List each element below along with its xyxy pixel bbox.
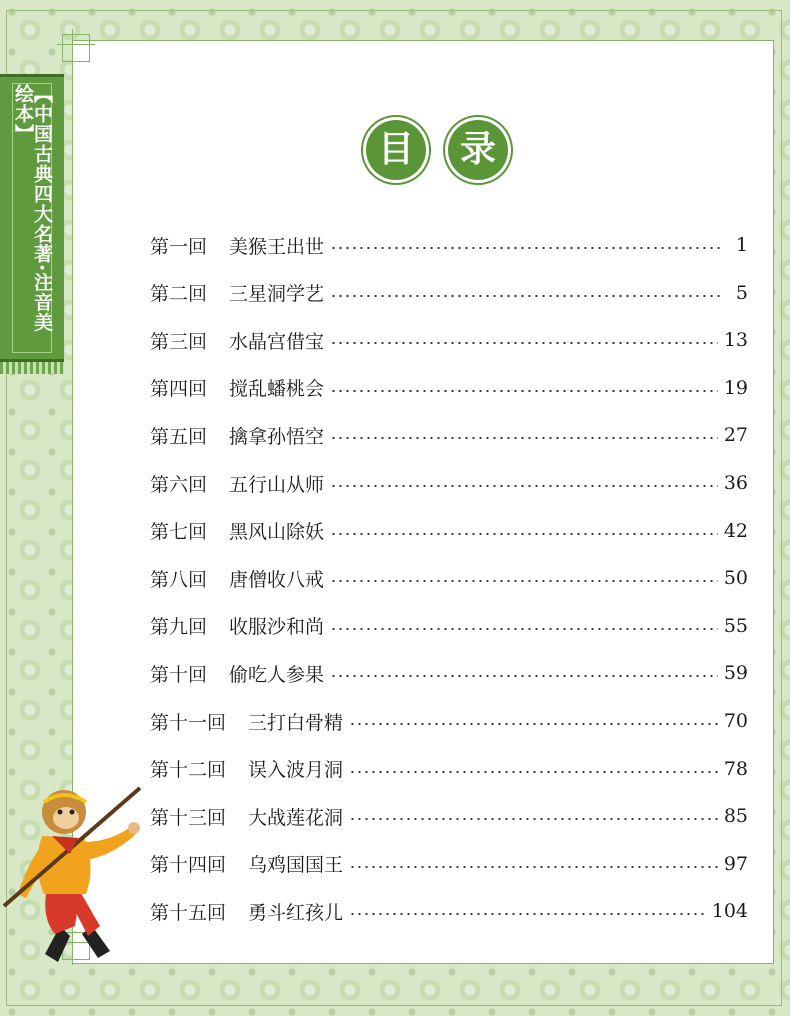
toc-leader-dots [330, 295, 722, 297]
series-tab-inner [12, 83, 52, 353]
toc-entry [150, 463, 748, 503]
toc-leader-dots [349, 723, 718, 725]
toc-entry [150, 844, 748, 884]
toc-leader-dots [330, 247, 722, 249]
toc-page-number: 19 [723, 376, 748, 399]
toc-leader-dots [330, 390, 718, 392]
toc-page-number: 36 [723, 472, 748, 494]
toc-leader-dots [330, 485, 718, 487]
toc-leader-dots [330, 580, 718, 582]
toc-entry [150, 891, 748, 931]
toc-chapter-number: 第十回 [150, 663, 208, 686]
toc-chapter-number: 第一回 [150, 235, 208, 258]
toc-entry [150, 511, 748, 551]
toc-chapter-title: 五行山从师 [229, 473, 325, 496]
toc-leader-dots [349, 866, 718, 868]
toc-chapter-number: 第十五回 [150, 901, 227, 924]
toc-page-number: 97 [723, 852, 748, 875]
toc-chapter-number: 第十四回 [150, 854, 227, 877]
series-tab-band [0, 362, 64, 374]
toc-leader-dots [330, 628, 718, 630]
toc-leader-dots [330, 533, 718, 535]
toc-page-number: 1 [735, 234, 748, 256]
toc-chapter-title: 偷吃人参果 [229, 663, 325, 686]
toc-chapter-number: 第三回 [150, 330, 208, 353]
toc-chapter-title: 擒拿孙悟空 [229, 425, 325, 448]
toc-chapter-number: 第四回 [150, 378, 208, 401]
toc-chapter-number: 第十二回 [150, 759, 227, 782]
series-tab [0, 74, 64, 362]
toc-chapter-number: 第七回 [150, 521, 208, 544]
toc-page-number: 5 [735, 281, 748, 304]
toc-chapter-number: 第十一回 [150, 711, 227, 734]
toc-entry [150, 415, 748, 455]
toc-entry [150, 225, 748, 265]
toc-page-number: 27 [723, 424, 748, 447]
toc-page-number: 42 [723, 519, 748, 542]
series-label: 【中国古典四大名著·注音美绘本】 [12, 84, 53, 333]
toc-chapter-title: 勇斗红孩儿 [248, 901, 344, 924]
toc-page-number: 50 [723, 567, 748, 590]
toc-chapter-title: 收服沙和尚 [229, 616, 325, 639]
page-title [366, 120, 508, 180]
corner-ornament-top [62, 34, 90, 62]
toc-entry [150, 558, 748, 598]
toc-entry [150, 701, 748, 741]
toc-chapter-title: 乌鸡国国王 [248, 854, 344, 877]
toc-chapter-number: 第二回 [150, 283, 208, 306]
toc-chapter-number: 第六回 [150, 473, 208, 496]
toc-chapter-title: 三打白骨精 [248, 711, 344, 734]
title-char-2: 录 [448, 120, 508, 180]
toc-entry [150, 796, 748, 836]
toc-leader-dots [330, 437, 718, 439]
toc-chapter-title: 大战莲花洞 [248, 806, 344, 829]
toc-page-number: 55 [723, 614, 748, 637]
toc-leader-dots [349, 818, 718, 820]
toc-chapter-number: 第八回 [150, 568, 208, 591]
toc-chapter-number: 第九回 [150, 616, 208, 639]
toc-page-number: 70 [723, 710, 748, 732]
toc-chapter-title: 美猴王出世 [229, 235, 325, 258]
toc-chapter-number: 第五回 [150, 425, 208, 448]
monkey-king-illustration [0, 776, 150, 966]
toc-chapter-title: 三星洞学艺 [229, 283, 325, 306]
toc-chapter-title: 搅乱蟠桃会 [229, 378, 325, 401]
toc-leader-dots [349, 913, 706, 915]
toc-entry [150, 749, 748, 789]
toc-chapter-title: 黑风山除妖 [229, 521, 325, 544]
toc-leader-dots [330, 342, 718, 344]
toc-entry [150, 368, 748, 408]
toc-chapter-title: 水晶宫借宝 [229, 330, 325, 353]
toc-entry [150, 273, 748, 313]
title-char-1: 目 [366, 120, 426, 180]
toc-page-number: 13 [723, 329, 748, 352]
toc-chapter-number: 第十三回 [150, 806, 227, 829]
toc-entry [150, 653, 748, 693]
toc-page-number: 59 [723, 662, 748, 685]
toc-page-number: 78 [723, 757, 748, 780]
toc-leader-dots [349, 771, 718, 773]
toc-page-number: 85 [723, 805, 748, 828]
toc-leader-dots [330, 675, 718, 677]
toc-chapter-title: 唐僧收八戒 [229, 568, 325, 591]
toc-chapter-title: 误入波月洞 [248, 759, 344, 782]
toc-entry [150, 320, 748, 360]
toc-page-number: 104 [711, 900, 748, 923]
toc-entry [150, 606, 748, 646]
